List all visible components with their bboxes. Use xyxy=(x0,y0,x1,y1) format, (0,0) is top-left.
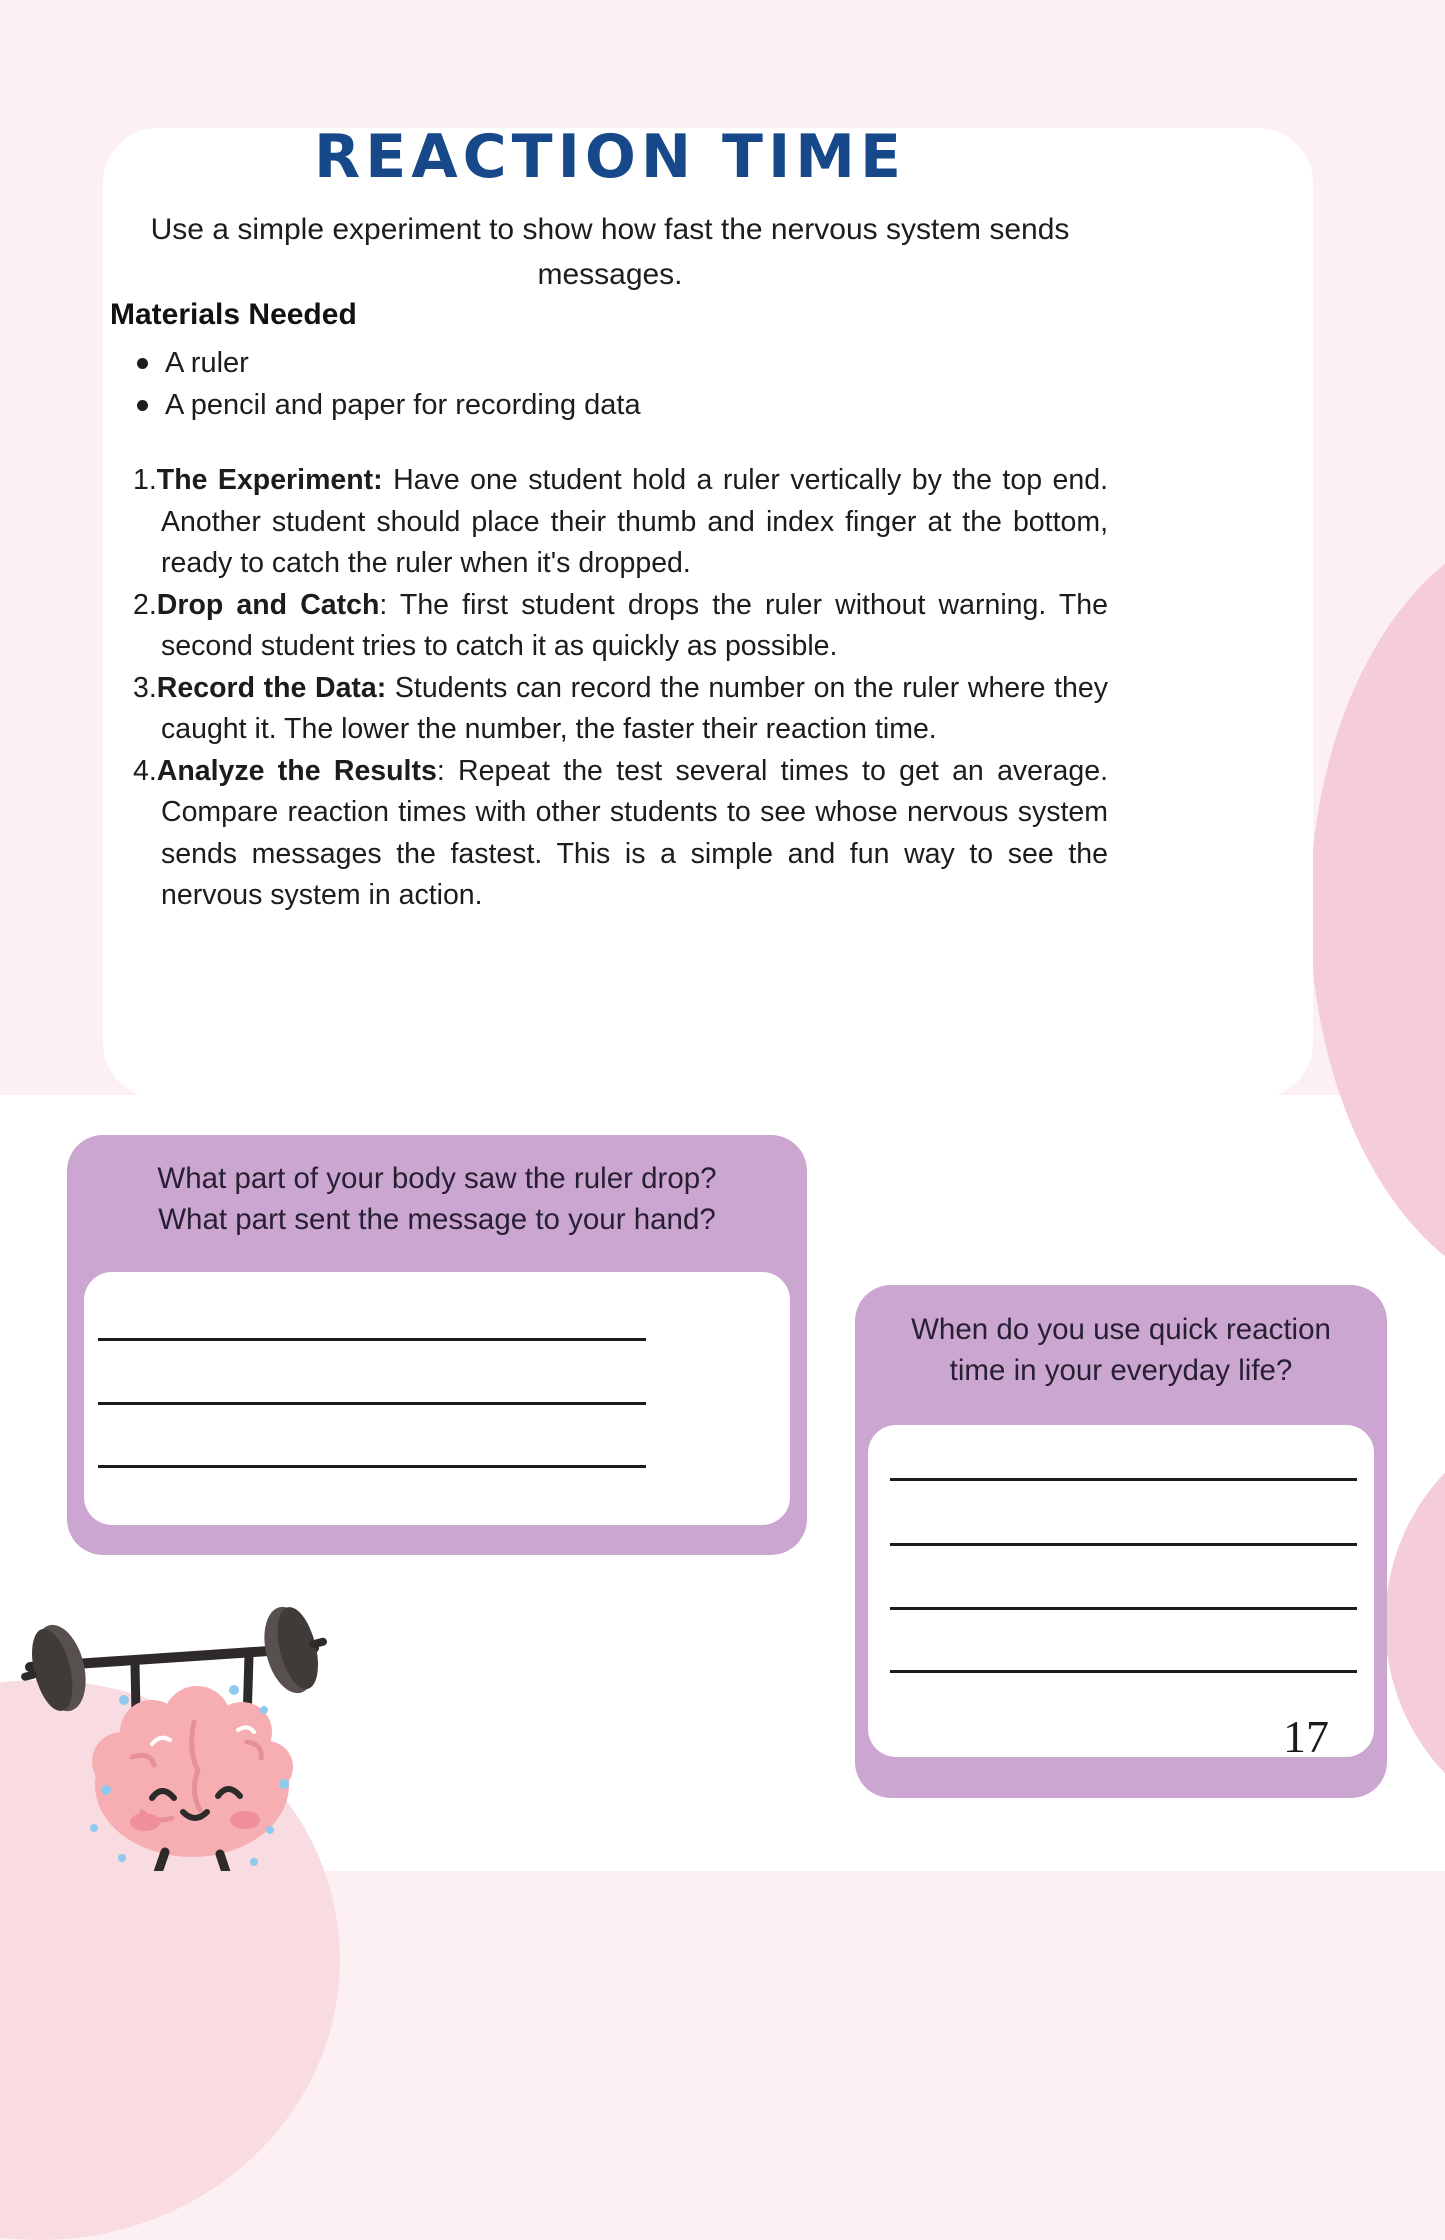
step-text: : The first student drops the ruler without warning. The second student tries to catch it as quickly as possible. xyxy=(161,588,1109,662)
step-text: Students can record the number on the ruler where they caught it. The lower the number, the faster their reaction time. xyxy=(161,671,1108,745)
list-item: A ruler xyxy=(135,342,1035,384)
question-line: What part of your body saw the ruler drop? xyxy=(157,1162,717,1195)
step-text: : Repeat the test several times to get an average. Compare reaction times with other students to see whose nervous system sends messages the fastest. This is a simple and fun way to see the nervous system in action. xyxy=(161,754,1108,911)
step-number: 3. xyxy=(133,671,157,704)
step-text: Have one student hold a ruler vertically by the top end. Another student should place their thumb and index finger at the bottom, ready to catch the ruler when it's dropped. xyxy=(161,464,1108,579)
step-label: Analyze the Results xyxy=(156,754,437,787)
question-line: When do you use quick reaction time in your everyday life? xyxy=(911,1313,1331,1387)
step-item xyxy=(133,460,1108,585)
step-number: 2. xyxy=(133,588,157,621)
answer-writing-line xyxy=(890,1478,1357,1481)
materials-list xyxy=(135,342,1035,426)
answer-writing-line xyxy=(890,1543,1357,1546)
step-number: 1. xyxy=(133,464,157,496)
answer-panel xyxy=(868,1425,1374,1757)
page-number: 17 xyxy=(1283,1711,1329,1762)
question-box-ruler-drop xyxy=(67,1135,807,1555)
page-subtitle: Use a simple experiment to show how fast the nervous system sends messages. xyxy=(150,213,1070,291)
step-number: 4. xyxy=(133,754,157,787)
answer-writing-line xyxy=(98,1402,646,1405)
question-line: What part sent the message to your hand? xyxy=(158,1203,716,1236)
answer-writing-line xyxy=(98,1338,646,1341)
step-label: Record the Data: xyxy=(156,671,387,704)
experiment-steps-list xyxy=(133,460,1108,917)
materials-heading: Materials Needed xyxy=(110,298,357,331)
brain-lifting-barbell-illustration xyxy=(2,1572,347,1871)
step-item xyxy=(133,668,1108,751)
step-label: The Experiment: xyxy=(156,464,383,496)
answer-writing-line xyxy=(890,1670,1357,1673)
step-label: Drop and Catch xyxy=(156,588,380,621)
page-title: REACTION TIME xyxy=(314,122,906,192)
barbell-right-disc-icon xyxy=(256,1599,334,1698)
answer-writing-line xyxy=(98,1465,646,1468)
question-text xyxy=(67,1135,807,1240)
answer-panel xyxy=(84,1272,790,1525)
step-item xyxy=(133,751,1108,917)
answer-writing-line xyxy=(890,1607,1357,1610)
step-item xyxy=(133,585,1108,668)
list-item: A pencil and paper for recording data xyxy=(135,384,1035,426)
question-text xyxy=(855,1285,1387,1391)
